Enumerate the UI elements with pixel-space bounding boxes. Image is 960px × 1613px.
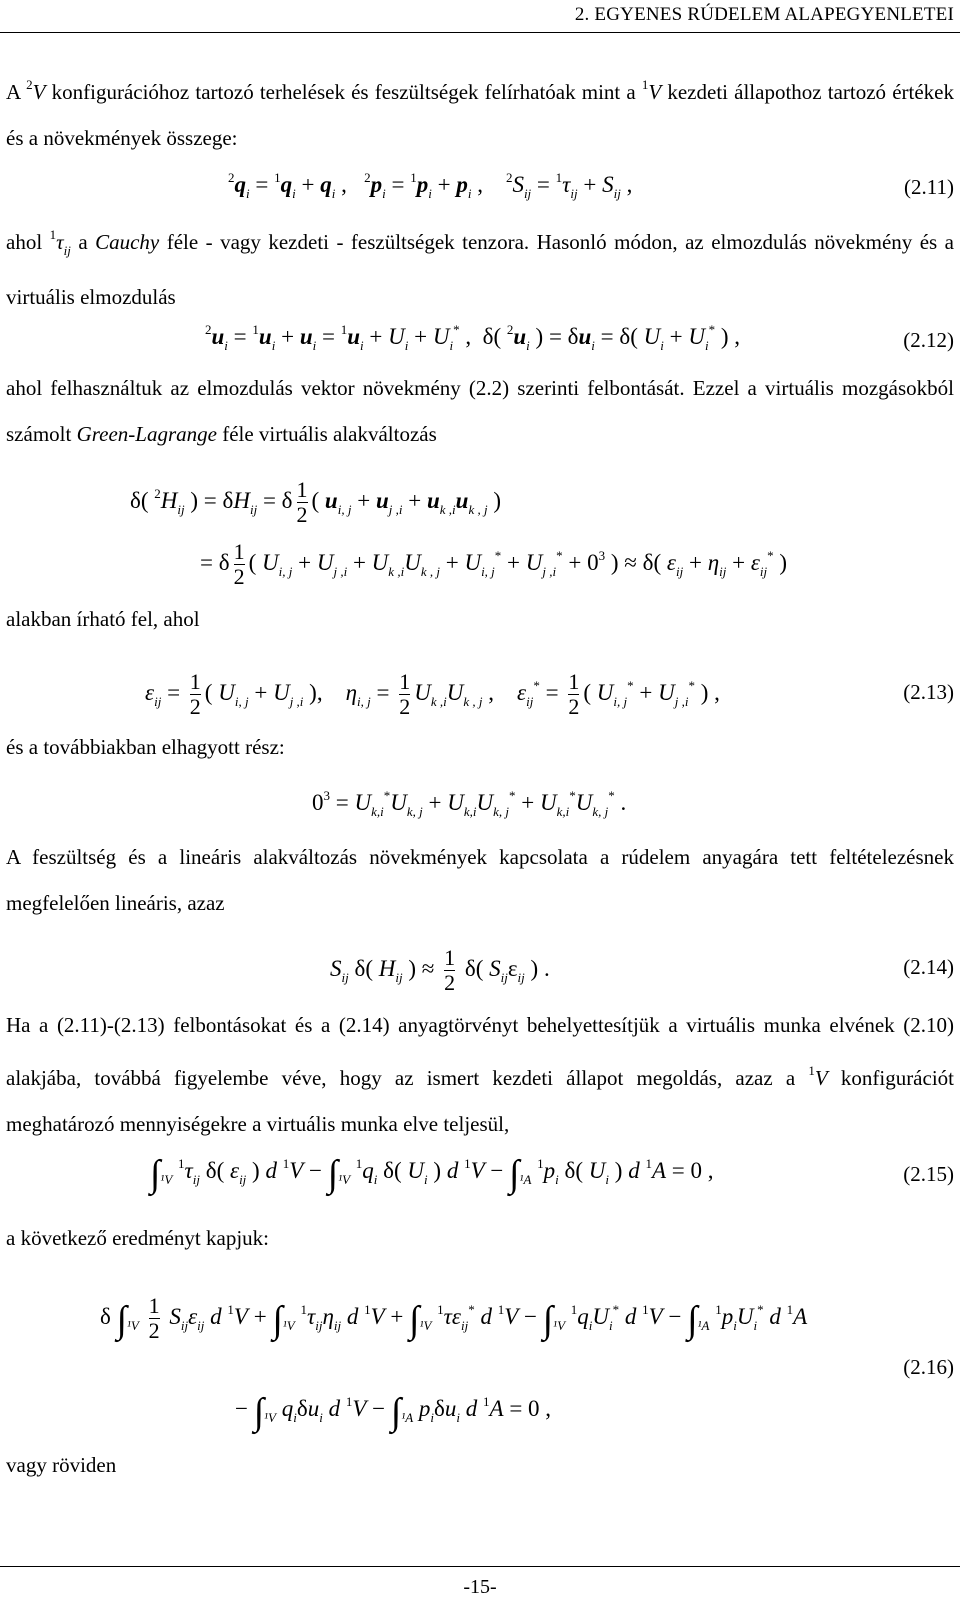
paragraph-intro: A $^2$V konfigurációhoz tartozó terhelések és feszültségek felírhatóak mint a $^1$V kezdeti állapothoz tartozó értékek és a növekmények összege: — [6, 77, 954, 150]
footer-rule — [0, 1566, 960, 1567]
paragraph-roviden: vagy röviden — [6, 1453, 117, 1477]
page-number: -15- — [463, 1576, 497, 1598]
equation-2-11: $^2q_i = ^1q_i + q_i$ , $^2p_i = ^1p_i + p_i$ , $^2S_{ij} = ^1\tau_{ij} + S_{ij}$ , — [228, 170, 633, 201]
equation-green-lagrange-line1: δ( $^2H_{ij}$ ) = $\delta H_{ij} = \delta$ $\frac{1}{2}$ ( $u_{i, j} + u_{j ,i} + u_{k ,i}u_{k , j}$ ) — [130, 477, 501, 527]
paragraph-green-lagrange: ahol felhasználtuk az elmozdulás vektor növekmény (2.2) szerinti felbontását. Ezzel a virtuális mozgásokból számolt Green-Lagrange féle virtuális alakváltozás — [6, 376, 954, 446]
paragraph-cauchy: ahol $^1\tau_{ij}$ a Cauchy féle - vagy kezdeti - feszültségek tenzora. Hasonló módon, az elmozdulás növekmény és a virtuális elmozdulás — [6, 227, 954, 309]
equation-2-13: $\varepsilon_{ij}$ = $\frac{1}{2}$ ( $U_{i, j} + U_{j ,i}$ ), $\eta_{i, j}$ = $\frac{1}{2}$ $U_{k ,i}U_{k , j}$ , $\varepsilon_{ij}^*$ = $\frac{1}{2}$ ( $U_{i, j}^* + U_{j ,i}^*$ ) , — [145, 669, 720, 719]
equation-number-2-16: (2.16) — [903, 1355, 954, 1379]
equation-green-lagrange-line2: = δ $\frac{1}{2}$ ( $U_{i, j} + U_{j ,i} + U_{k ,i}U_{k , j} + U_{i, j}^* + U_{j ,i}^* + 0^3$ ) ≈ δ( $\varepsilon_{ij} + \eta_{ij} + \varepsilon_{ij}^*$ ) — [200, 539, 788, 589]
equation-number-2-15: (2.15) — [903, 1162, 954, 1186]
header-rule — [0, 32, 960, 33]
equation-number-2-14: (2.14) — [903, 955, 954, 979]
equation-number-2-13: (2.13) — [903, 680, 954, 704]
equation-2-16-line2: − $\int_{^1V}$ $q_i\delta u_i$ d $^1V - \int_{^1A}$ $p_i\delta u_i$ d $^1$A = 0 , — [235, 1391, 552, 1433]
equation-higher-order: $0^3 = U_{k,i}^*U_{k, j} + U_{k,i}U_{k, j}^* + U_{k,i}^*U_{k, j}^*$ . — [312, 788, 627, 819]
equation-2-16-line1: δ $\int_{^1V}$ $\frac{1}{2}$ $S_{ij}\varepsilon_{ij}$ d $^1V + \int_{^1V}$ $^1\tau_{ij}\eta_{ij}$ d $^1V + \int_{^1V}$ $^1\tau\varepsilon_{ij}^*$ d $^1V - \int_{^1V}$ $^1q_iU_i^*$ d $^1V - \int_{^1A}$ $^1p_iU_i^*$ d $^1$A — [100, 1293, 808, 1343]
equation-2-15: $\int_{^1V}$ $^1\tau_{ij}$ δ( $\varepsilon_{ij}$ ) d $^1V - \int_{^1V}$ $^1q_i$ δ( $U_i$ ) d $^1V - \int_{^1A}$ $^1p_i$ δ( $U_i$ ) d $^1$A = 0 , — [150, 1153, 714, 1195]
equation-2-14: $S_{ij}$ δ( $H_{ij}$ ) ≈ $\frac{1}{2}$ δ( $S_{ij}\varepsilon_{ij}$ ) . — [330, 945, 550, 995]
equation-2-12: $^2u_i = ^1u_i + u_i = ^1u_i + U_i + U_i^*$ , δ( $^2u_i$ ) = $\delta u_i = \delta$( $U_i + U_i^*$ ) , — [205, 322, 741, 353]
paragraph-anyagtorveny: A feszültség és a lineáris alakváltozás növekmények kapcsolata a rúdelem anyagára tett feltételezésnek megfelelően lineáris, azaz — [6, 845, 954, 915]
paragraph-eredmeny: a következő eredményt kapjuk: — [6, 1226, 269, 1250]
paragraph-virtualis-munka: Ha a (2.11)-(2.13) felbontásokat és a (2.14) anyagtörvényt behelyettesítjük a virtuális munka elvének (2.10) alakjába, továbbá figyelembe véve, hogy az ismert kezdeti állapot megoldás, azaz a $^1$V konfigurációt meghatározó mennyiségekre a virtuális munka elve teljesül, — [6, 1013, 954, 1136]
page-header: 2. EGYENES RÚDELEM ALAPEGYENLETEI — [574, 4, 954, 25]
equation-number-2-11: (2.11) — [904, 175, 954, 199]
paragraph-elhagyott: és a továbbiakban elhagyott rész: — [6, 735, 285, 759]
equation-number-2-12: (2.12) — [903, 328, 954, 352]
paragraph-alakban: alakban írható fel, ahol — [6, 607, 200, 631]
